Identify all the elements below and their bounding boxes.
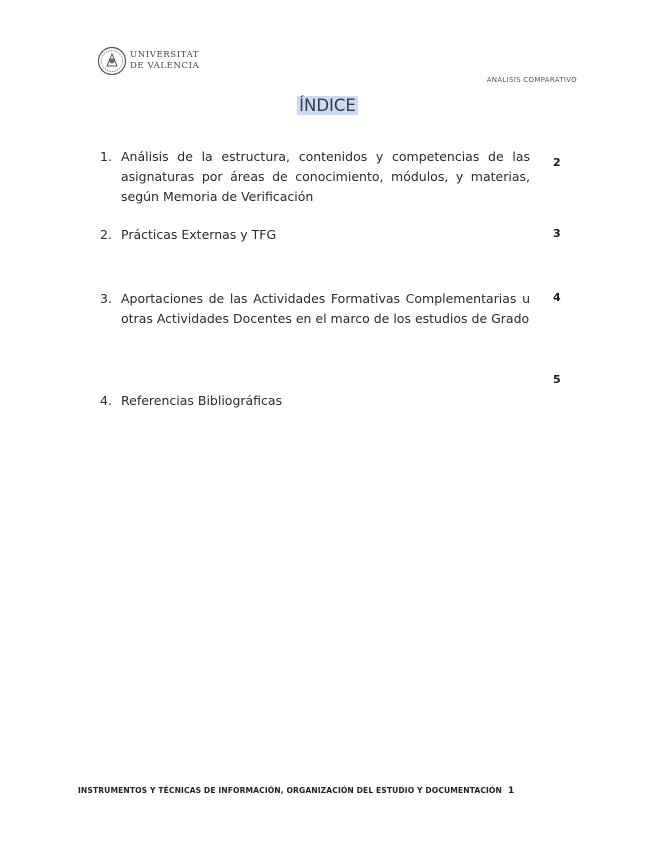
footer-page-number: 1 xyxy=(507,786,515,796)
page-title xyxy=(0,96,655,115)
toc-page-number: 2 xyxy=(553,156,561,169)
footer-text: INSTRUMENTOS Y TÉCNICAS DE INFORMACIÓN, ORGANIZACIÓN DEL ESTUDIO Y DOCUMENTACIÓN xyxy=(78,786,502,795)
toc-item-title: Prácticas Externas y TFG xyxy=(121,227,277,242)
page-footer xyxy=(78,786,514,796)
toc-item-number: 2. xyxy=(100,227,112,242)
title-text: ÍNDICE xyxy=(299,96,356,115)
toc-item-number: 4. xyxy=(100,393,112,408)
toc-item-title: Referencias Bibliográficas xyxy=(121,393,283,408)
toc-page-number: 4 xyxy=(553,291,561,304)
logo-wordmark: UNIVERSITAT DE VALÈNCIA xyxy=(130,50,200,71)
toc-item-number: 3. xyxy=(100,291,112,306)
university-logo xyxy=(97,46,200,78)
toc-page-number: 5 xyxy=(553,373,561,386)
header-document-label: ANÁLISIS COMPARATIVO xyxy=(486,76,577,84)
university-seal-icon xyxy=(97,46,127,76)
toc-page-number: 3 xyxy=(553,227,561,240)
toc-item-title: Aportaciones de las Actividades Formativas Complementarias u otras Actividades Docentes en el marco de los estudios de Grado xyxy=(121,291,530,326)
toc-item-number: 1. xyxy=(100,149,112,164)
toc-item-title: Análisis de la estructura, contenidos y competencias de las asignaturas por áreas de conocimiento, módulos, y materias, según Memoria de Verificación xyxy=(121,149,530,204)
